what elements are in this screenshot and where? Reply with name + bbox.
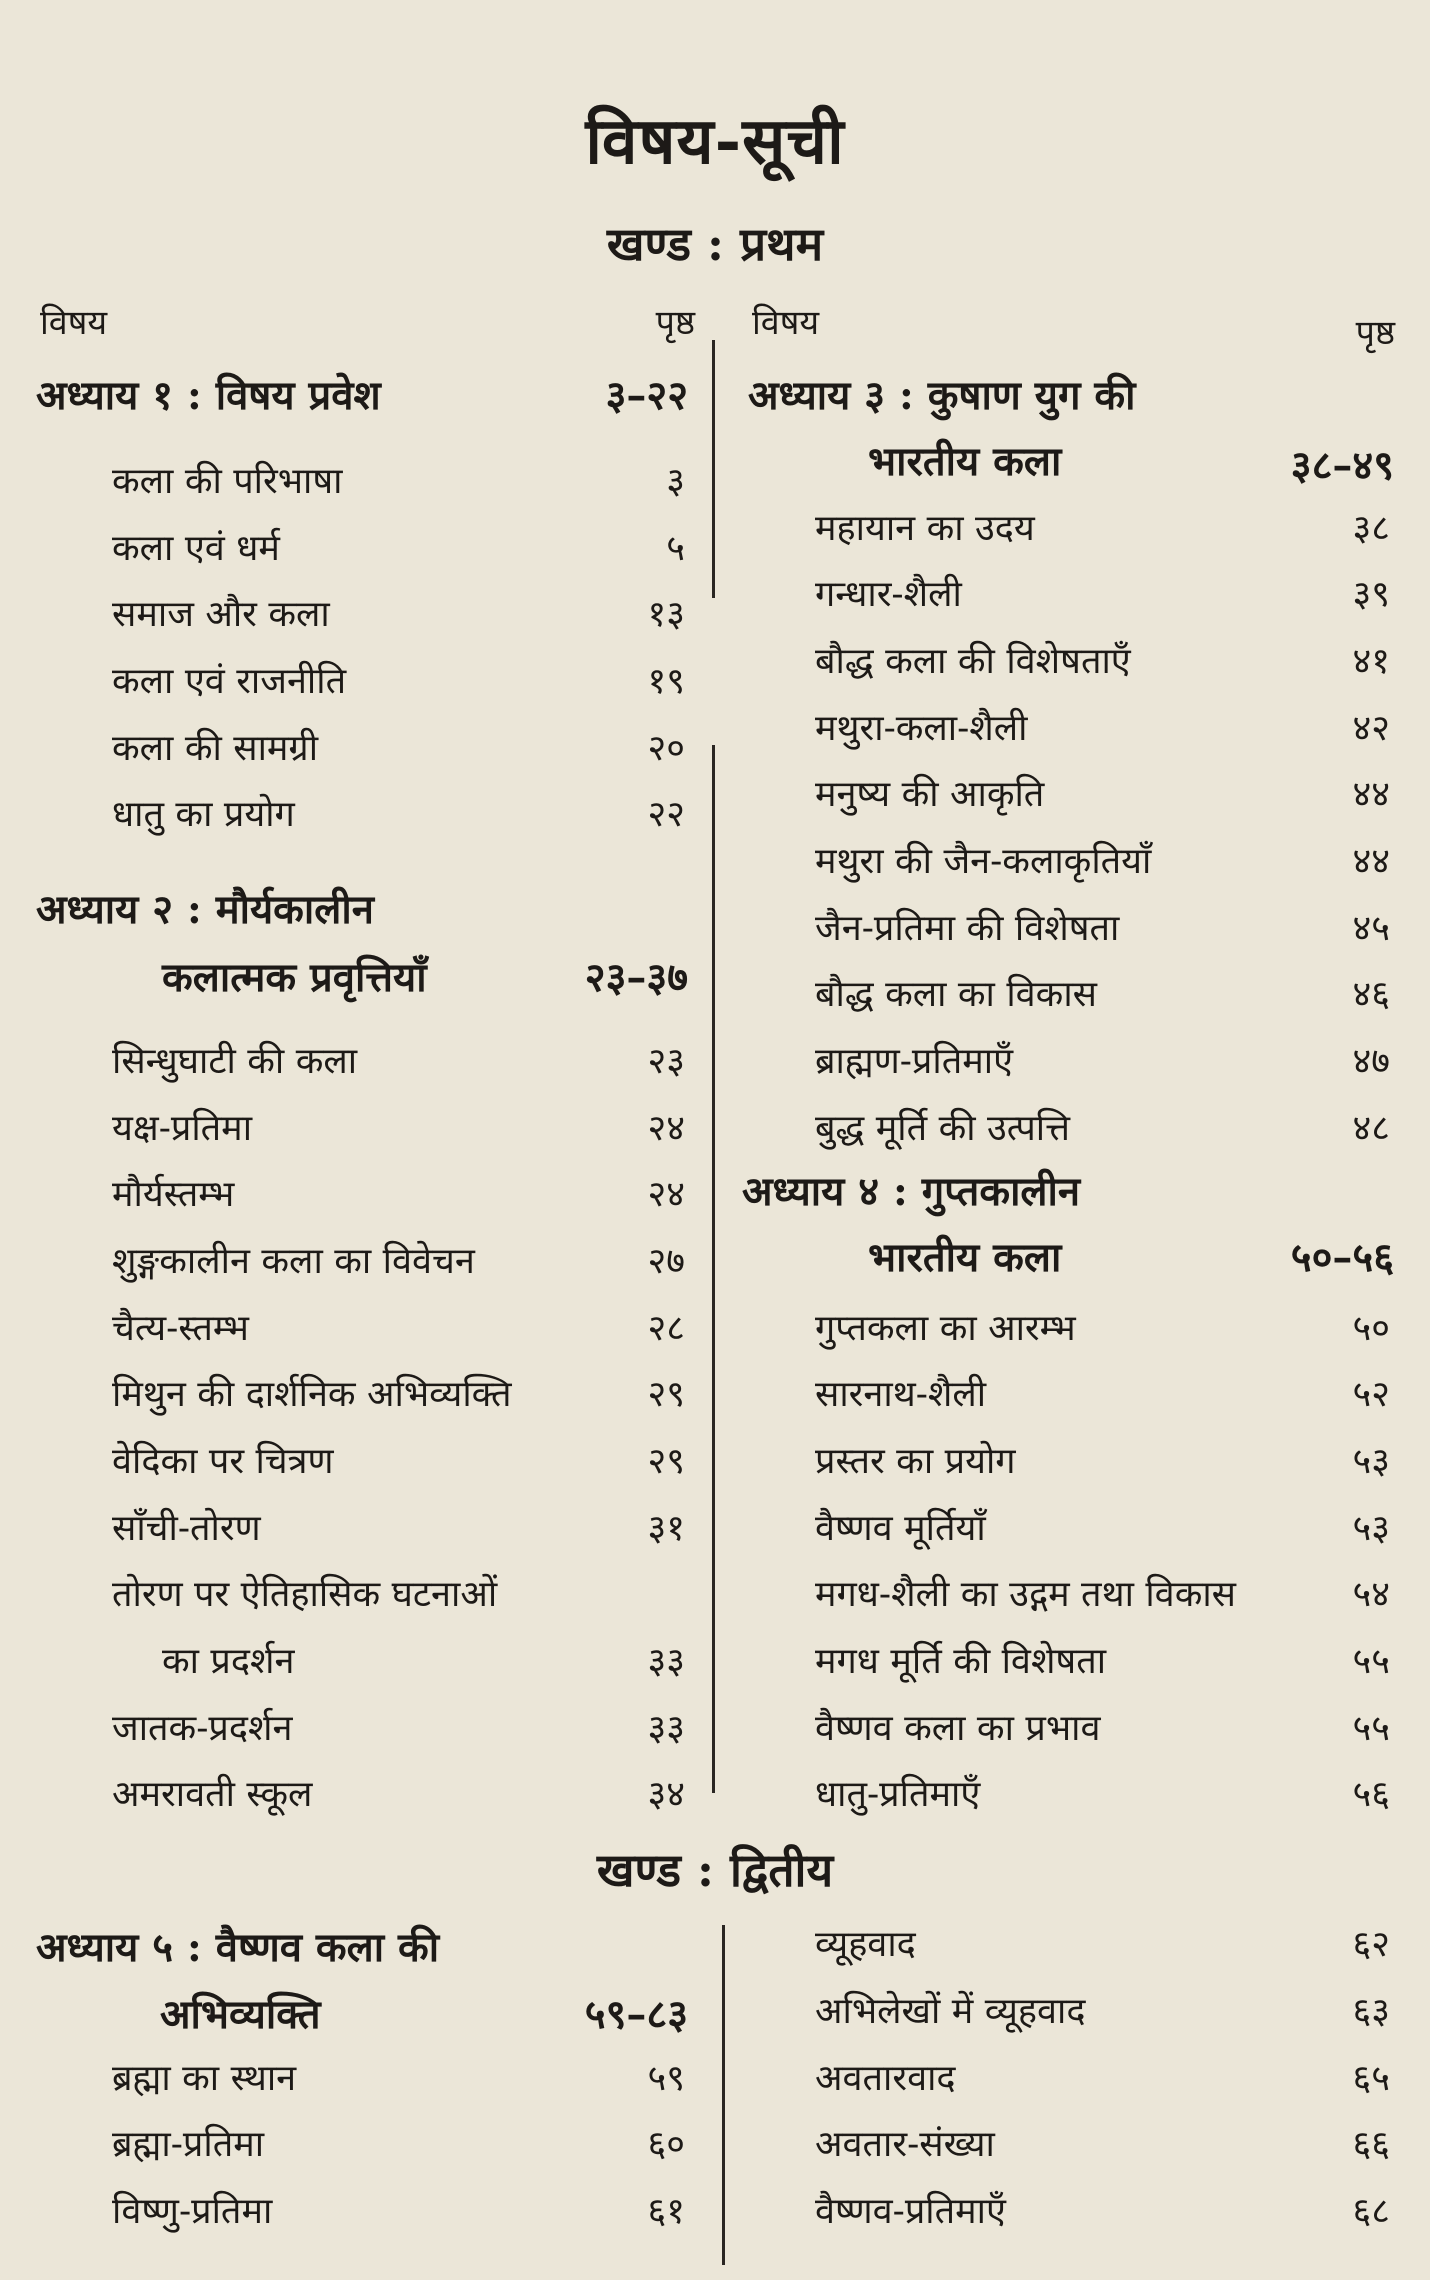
toc-page-number: ४१ [1352, 641, 1390, 682]
toc-page-number: ४८ [1352, 1108, 1390, 1149]
toc-entry: जैन-प्रतिमा की विशेषता [815, 908, 1120, 949]
column-divider-bottom [722, 1925, 725, 2265]
toc-page-number: ३३ [647, 1708, 685, 1749]
toc-page-number: २९ [647, 1374, 685, 1415]
toc-page-number: ५५ [1352, 1641, 1390, 1682]
col-subject-right: विषय [752, 303, 820, 343]
toc-entry: अभिलेखों में व्यूहवाद [815, 1991, 1086, 2032]
toc-page-number: ४४ [1352, 841, 1390, 882]
toc-page-number: ४६ [1352, 974, 1390, 1015]
toc-page-number: ५६ [1352, 1774, 1390, 1815]
toc-entry: वैष्णव-प्रतिमाएँ [815, 2191, 1006, 2232]
toc-page-number: ३८ [1352, 508, 1390, 549]
toc-entry: विष्णु-प्रतिमा [112, 2191, 273, 2232]
toc-entry: कला की सामग्री [112, 728, 319, 769]
chapter-2-range: २३–३७ [584, 954, 688, 1001]
part-1-heading: खण्ड : प्रथम [606, 217, 824, 271]
toc-entry: सारनाथ-शैली [815, 1374, 987, 1415]
toc-entry: ब्राह्मण-प्रतिमाएँ [815, 1041, 1013, 1082]
toc-page-number: ५५ [1352, 1708, 1390, 1749]
toc-entry: बौद्ध कला का विकास [815, 974, 1097, 1015]
toc-page-number: १३ [647, 594, 685, 635]
toc-entry: धातु का प्रयोग [112, 794, 295, 835]
toc-page-number: ३१ [647, 1508, 685, 1549]
toc-entry: धातु-प्रतिमाएँ [815, 1774, 981, 1815]
toc-entry: मथुरा-कला-शैली [815, 708, 1028, 749]
chapter-4-title-line2: भारतीय कला [868, 1234, 1062, 1281]
toc-page-number: ४५ [1352, 908, 1390, 949]
toc-page-number: ३३ [647, 1641, 685, 1682]
toc-page-number: ४२ [1352, 708, 1390, 749]
toc-entry: मथुरा की जैन-कलाकृतियाँ [815, 841, 1152, 882]
chapter-5-title: अध्याय ५ : वैष्णव कला की [36, 1924, 440, 1971]
col-subject-left: विषय [40, 303, 108, 343]
toc-entry: वैष्णव कला का प्रभाव [815, 1708, 1101, 1749]
column-divider-middle [712, 745, 715, 1793]
toc-page-number: ५३ [1352, 1441, 1390, 1482]
toc-page-number: २४ [647, 1174, 685, 1215]
toc-page-number: २३ [647, 1041, 685, 1082]
toc-page-number: ४७ [1352, 1041, 1390, 1082]
toc-page-number: ५२ [1352, 1374, 1390, 1415]
toc-entry: व्यूहवाद [815, 1924, 916, 1965]
toc-entry: ब्रह्मा का स्थान [112, 2058, 297, 2099]
toc-entry: सिन्धुघाटी की कला [112, 1041, 358, 1082]
toc-page-number: ३४ [647, 1774, 685, 1815]
toc-entry: मनुष्य की आकृति [815, 774, 1045, 815]
toc-entry: प्रस्तर का प्रयोग [815, 1441, 1016, 1482]
toc-page-number: ६० [647, 2124, 685, 2165]
toc-entry: बौद्ध कला की विशेषताएँ [815, 641, 1131, 682]
chapter-4-range: ५०–५६ [1290, 1234, 1394, 1281]
toc-entry: तोरण पर ऐतिहासिक घटनाओं [112, 1574, 498, 1615]
toc-page-number: १९ [647, 661, 685, 702]
toc-entry: मौर्यस्तम्भ [112, 1174, 235, 1215]
toc-page-number: ६२ [1352, 1924, 1390, 1965]
toc-page-number: ५ [666, 528, 685, 569]
toc-entry: मगध-शैली का उद्गम तथा विकास [815, 1574, 1236, 1615]
chapter-2-title: अध्याय २ : मौर्यकालीन [36, 886, 374, 933]
toc-entry: अमरावती स्कूल [112, 1774, 313, 1815]
toc-entry: ब्रह्मा-प्रतिमा [112, 2124, 265, 2165]
toc-page-number: ५३ [1352, 1508, 1390, 1549]
column-divider-top [712, 340, 715, 598]
part-2-heading: खण्ड : द्वितीय [596, 1843, 834, 1897]
chapter-1-range: ३–२२ [605, 372, 688, 419]
col-page-left: पृष्ठ [655, 303, 695, 343]
toc-entry: जातक-प्रदर्शन [112, 1708, 293, 1749]
toc-page-number: ३ [666, 461, 685, 502]
toc-entry: यक्ष-प्रतिमा [112, 1108, 253, 1149]
toc-entry: वेदिका पर चित्रण [112, 1441, 334, 1482]
toc-page-number: ४४ [1352, 774, 1390, 815]
toc-entry: कला एवं धर्म [112, 528, 280, 569]
toc-page-number: ५० [1352, 1308, 1390, 1349]
toc-entry: कला की परिभाषा [112, 461, 343, 502]
toc-entry: वैष्णव मूर्तियाँ [815, 1508, 986, 1549]
toc-entry: कला एवं राजनीति [112, 661, 347, 702]
toc-entry: गुप्तकला का आरम्भ [815, 1308, 1076, 1349]
toc-page-number: ६३ [1352, 1991, 1390, 2032]
toc-page-number: २७ [647, 1241, 685, 1282]
chapter-5-range: ५९–८३ [584, 1991, 688, 2038]
toc-page-number: २८ [647, 1308, 685, 1349]
toc-page-number: २४ [647, 1108, 685, 1149]
chapter-4-title: अध्याय ४ : गुप्तकालीन [742, 1168, 1081, 1215]
page-title: विषय-सूची [585, 104, 845, 179]
chapter-1-title: अध्याय १ : विषय प्रवेश [36, 372, 381, 419]
toc-entry: मगध मूर्ति की विशेषता [815, 1641, 1107, 1682]
toc-entry-continued: का प्रदर्शन [162, 1641, 295, 1682]
chapter-3-title: अध्याय ३ : कुषाण युग की [748, 372, 1136, 419]
toc-entry: चैत्य-स्तम्भ [112, 1308, 249, 1349]
toc-entry: महायान का उदय [815, 508, 1035, 549]
toc-entry: बुद्ध मूर्ति की उत्पत्ति [815, 1108, 1071, 1149]
toc-page-number: २९ [647, 1441, 685, 1482]
toc-page-number: ६५ [1352, 2058, 1390, 2099]
toc-page-number: ५९ [647, 2058, 685, 2099]
toc-entry: समाज और कला [112, 594, 330, 635]
toc-entry: शुङ्गकालीन कला का विवेचन [112, 1241, 475, 1282]
toc-page-number: ३९ [1352, 574, 1390, 615]
toc-page-number: २० [647, 728, 685, 769]
toc-entry: गन्धार-शैली [815, 574, 962, 615]
chapter-5-title-line2: अभिव्यक्ति [160, 1991, 321, 2038]
toc-page-number: २२ [647, 794, 685, 835]
chapter-3-range: ३८–४९ [1290, 442, 1394, 489]
toc-entry: मिथुन की दार्शनिक अभिव्यक्ति [112, 1374, 512, 1415]
toc-page-number: ६८ [1352, 2191, 1390, 2232]
chapter-2-title-line2: कलात्मक प्रवृत्तियाँ [162, 954, 427, 1001]
toc-entry: अवतार-संख्या [815, 2124, 995, 2165]
chapter-3-title-line2: भारतीय कला [868, 438, 1062, 485]
toc-page-number: ६१ [647, 2191, 685, 2232]
toc-page-number: ६६ [1352, 2124, 1390, 2165]
col-page-right: पृष्ठ [1355, 313, 1395, 353]
toc-page-number: ५४ [1352, 1574, 1390, 1615]
toc-entry: साँची-तोरण [112, 1508, 261, 1549]
toc-entry: अवतारवाद [815, 2058, 956, 2099]
